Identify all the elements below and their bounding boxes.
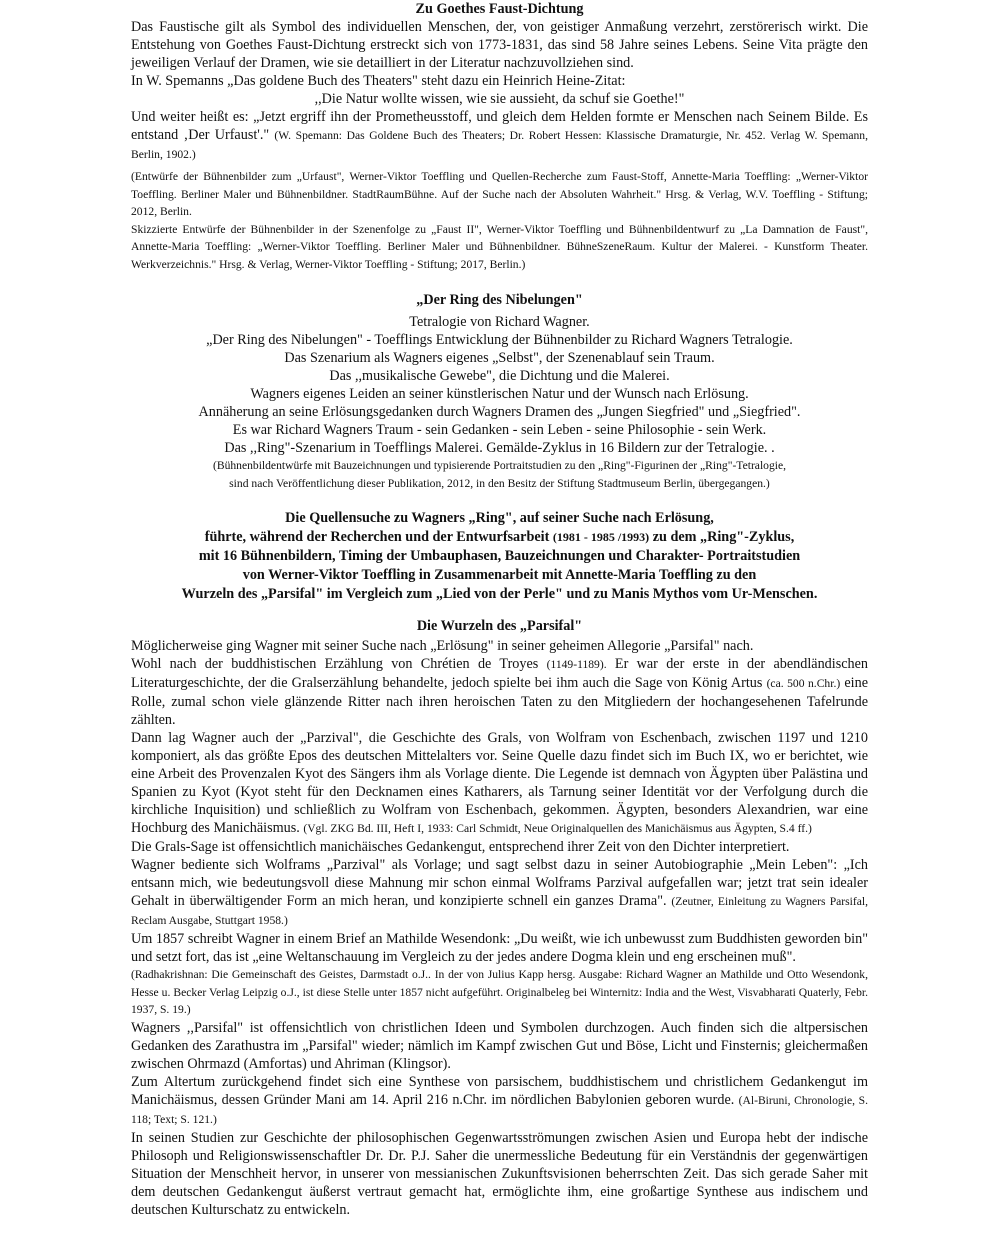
ring-title: „Der Ring des Nibelungen" — [416, 292, 583, 308]
parsifal-paragraph-8: Wagners ,,Parsifal" ist offensichtlich von christlichen Ideen und Symbolen durchzogen. Auch finden sich die altpersischen Gedanken des Zarathustra im „Parsifal" wieder; nämlich im Kampf zwischen Gut und Böse, Licht und Finsternis; gleichermaßen zwischen Ohrmazd (Amfortas) und Ahriman (Klingsor). — [131, 1019, 868, 1072]
faust-section — [131, 0, 868, 273]
ring-line: Das ,,musikalische Gewebe", die Dichtung und die Malerei. — [329, 368, 670, 384]
ring-line: Wagners eigenes Leiden an seiner künstlerischen Natur und der Wunsch nach Erlösung. — [250, 386, 749, 402]
parsifal-paragraph-6: Um 1857 schreibt Wagner in einem Brief an Mathilde Wesendonk: „Du weißt, wie ich unbewusst zum Buddhisten geworden bin" und setzt fort, das ist „eine Weltanschauung im Vergleich zu der jedes andere Dogma klein und eng erscheinen muß". — [131, 931, 868, 965]
faust-paragraph-3-text: Und weiter heißt es: „Jetzt ergriff ihn der Prometheusstoff, und gleich dem Helden formte er Menschen nach Seinem Bilde. Es entstand ‚Der Urfaust'." — [131, 109, 868, 143]
ring-line: Das ,,Ring"-Szenarium in Toefflings Malerei. Gemälde-Zyklus in 16 Bildern zur der Tetralogie. . — [224, 440, 775, 456]
parsifal-paragraph-2-part-a: Wohl nach der buddhistischen Erzählung von Chrétien de Troyes — [131, 656, 539, 672]
faust-paragraph-2: In W. Spemanns „Das goldene Buch des Theaters" steht dazu ein Heinrich Heine-Zitat: — [131, 73, 626, 89]
faust-paragraph-3-reference: (W. Spemann: Das Goldene Buch des Theaters; Dr. Robert Hessen: Klassische Dramaturgie, Nr. 452. Verlag W. Spemann, Berlin, 1902.) — [131, 129, 868, 161]
parsifal-paragraph-2 — [131, 655, 868, 729]
quellen-line-2-part-b: zu dem „Ring"-Zyklus, — [652, 529, 795, 545]
ring-section — [131, 291, 868, 492]
parsifal-title: Die Wurzeln des „Parsifal" — [416, 618, 583, 634]
quellen-line-2-years: (1981 - 1985 /1993) — [552, 530, 650, 544]
parsifal-paragraph-10: In seinen Studien zur Geschichte der philosophischen Gegenwartsströmungen zwischen Asien und Europa hebt der indische Philosoph und Religionswissenschaftler Dr. Dr. P.J. Saher die unermessliche Bedeutung für ein Verständnis der gegenwärtigen Situation der Menschheit hervor, in unserer von messianischen Zukunftsvisionen beherrschten Zeit. Das sich gerade Saher mit dem deutschen Gedankengut äußerst vertraut gemacht hat, ermöglichte ihm, eine großartige Synthese aus indischem und deutschen Kulturschatz zu entwickeln. — [131, 1129, 868, 1218]
quellen-line: mit 16 Bühnenbildern, Timing der Umbauphasen, Bauzeichnungen und Charakter- Portraitstudien — [198, 548, 801, 564]
parsifal-paragraph-5-reference: (Zeutner, Einleitung zu Wagners Parsifal, Reclam Ausgabe, Stuttgart 1958.) — [131, 895, 869, 927]
parsifal-paragraph-3 — [131, 729, 868, 838]
ring-line: Es war Richard Wagners Traum - sein Gedanken - sein Leben - seine Philosophie - sein Werk. — [232, 422, 767, 438]
parsifal-paragraph-2-part-c: eine Rolle, zumal schon viele glänzende Ritter nach ihren heroischen Taten zu den Mitgliedern der hochangesehenen Tafelrunde zählten. — [131, 675, 869, 728]
quellen-line: von Werner-Viktor Toeffling in Zusammenarbeit mit Annette-Maria Toeffling zu den — [242, 567, 757, 583]
ring-note-line: sind nach Veröffentlichung dieser Publikation, 2012, in den Besitz der Stiftung Stadtmuseum Berlin, übergegangen.) — [229, 476, 770, 490]
parsifal-paragraph-5-text: Wagner bediente sich Wolframs „Parzival" als Vorlage; und sagt selbst dazu in seiner Autobiographie „Mein Leben": „Ich entsann mich, wie bedeutungsvoll diese Mahnung mir schon einmal Wolframs Parzival aufgefallen war; jetzt trat sein idealer Gehalt in überwältigender Form an mich heran, und konzipierte schnell ein ganzes Drama". — [131, 857, 868, 909]
quellen-section — [131, 509, 868, 604]
faust-note-2: Skizzierte Entwürfe der Bühnenbilder in der Szenenfolge zu „Faust II", Werner-Viktor Toeffling und Bühnenbildentwurf zu „La Damnation de Faust", Annette-Maria Toeffling: „Werner-Viktor Toeffling. Berliner Maler und Bühnenbildner. BühneSzeneRaum. Kultur der Malerei. - Kunstform Theater. Werkverzeichnis." Hrsg. & Verlag, Werner-Viktor Toeffling - Stiftung; 2017, Berlin.) — [131, 222, 868, 271]
parsifal-paragraph-2-part-b: Er war der erste in der abendländischen Literaturgeschichte, der die Gralserzählung behandelte, jedoch spielte bei ihm auch die Sage von König Artus — [131, 656, 868, 691]
parsifal-paragraph-9-reference: (Al-Biruni, Chronologie, S. 118; Text; S. 121.) — [131, 1093, 868, 1126]
ring-note-line: (Bühnenbildentwürfe mit Bauzeichnungen und typisierende Portraitstudien zu den „Ring"-Figurinen der „Ring"-Tetralogie, — [212, 459, 787, 472]
parsifal-paragraph-5 — [131, 856, 868, 930]
parsifal-section — [131, 617, 868, 1219]
faust-paragraph-1: Das Faustische gilt als Symbol des individuellen Menschen, der, von geistiger Anmaßung verzehrt, zerstörerisch wirkt. Die Entstehung von Goethes Faust-Dichtung erstreckt sich von 1773-1831, das sind 58 Jahre seines Lebens. Seine Vita prägte den jeweiligen Verlauf der Dramen, wie sie detailliert in der Literatur nachzuvollziehen sind. — [131, 19, 868, 71]
ring-line: „Der Ring des Nibelungen" - Toefflings Entwicklung der Bühnenbilder zu Richard Wagners Tetralogie. — [206, 332, 793, 348]
heine-quote: ,,Die Natur wollte wissen, wie sie aussieht, da schuf sie Goethe!" — [314, 91, 685, 107]
faust-title: Zu Goethes Faust-Dichtung — [415, 1, 584, 17]
ring-line: Das Szenarium als Wagners eigenes „Selbst", der Szenenablauf sein Traum. — [284, 350, 715, 366]
parsifal-paragraph-4: Die Grals-Sage ist offensichtlich manichäisches Gedankengut, entsprechend ihrer Zeit von den Dichter interpretiert. — [131, 839, 790, 855]
parsifal-paragraph-3-reference: (Vgl. ZKG Bd. III, Heft I, 1933: Carl Schmidt, Neue Originalquellen des Manichäismus aus Ägypten, S.4 ff.) — [303, 822, 812, 835]
quellen-line — [131, 528, 868, 547]
quellen-line: Wurzeln des „Parsifal" im Vergleich zum „Lied von der Perle" und zu Manis Mythos vom Ur-Menschen. — [181, 586, 818, 602]
faust-note-1: (Entwürfe der Bühnenbilder zum „Urfaust", Werner-Viktor Toeffling und Quellen-Recherche zum Faust-Stoff, Annette-Maria Toeffling: „Werner-Viktor Toeffling. Berliner Maler und Bühnenbildner. StadtRaumBühne. Auf der Suche nach der Absoluten Wahrheit." Hrsg. & Verlag, W.V. Toeffling - Stiftung; 2012, Berlin. — [131, 170, 868, 218]
parsifal-paragraph-2-years: (1149-1189). — [546, 658, 607, 671]
parsifal-paragraph-9 — [131, 1073, 868, 1129]
parsifal-paragraph-2-date: (ca. 500 n.Chr.) — [766, 677, 841, 690]
ring-line: Tetralogie von Richard Wagner. — [409, 314, 590, 330]
parsifal-paragraph-1: Möglicherweise ging Wagner mit seiner Suche nach „Erlösung" in seiner geheimen Allegorie „Parsifal" nach. — [131, 638, 754, 654]
faust-paragraph-3 — [131, 108, 868, 164]
quellen-line: Die Quellensuche zu Wagners „Ring", auf seiner Suche nach Erlösung, — [285, 510, 714, 526]
parsifal-paragraph-3-text: Dann lag Wagner auch der „Parzival", die Geschichte des Grals, von Wolfram von Eschenbach, zwischen 1197 und 1210 komponiert, als das größte Epos des deutschen Mittelalters vor. Seine Quelle dazu findet sich im Buch IX, wo er berichtet, wie eine Arbeit des Provenzalen Kyot des Sängers ihm als Vorlage diente. Die Legende ist demnach von Ägypten über Palästina und Spanien zu Kyot (Kyot steht für den Decknamen eines Katharers, als Tarnung seiner Identität vor der Verfolgung durch die kirchliche Inquisition) und schließlich zu Wolfram von Eschenbach, gekommen. Ägypten, besonders Alexandrien, war eine Hochburg des Manichäismus. — [131, 730, 868, 836]
parsifal-paragraph-9-text: Zum Altertum zurückgehend findet sich eine Synthese von parsischem, buddhistischem und christlichem Gedankengut im Manichäismus, dessen Gründer Mani am 14. April 216 n.Chr. im nördlichen Babylonien geboren wurde. — [131, 1073, 868, 1108]
parsifal-paragraph-7: (Radhakrishnan: Die Gemeinschaft des Geistes, Darmstadt o.J.. In der von Julius Kapp hersg. Ausgabe: Richard Wagner an Mathilde und Otto Wesendonk, Hesse u. Becker Verlag Leipzig o.J., ist diese Stelle unter 1857 nicht aufgeführt. Originalbeleg bei Winternitz: India and the West, Visvabharati Quaterly, Febr. 1937, S. 19.) — [131, 968, 868, 1016]
ring-line: Annäherung an seine Erlösungsgedanken durch Wagners Dramen des „Jungen Siegfried" und „Siegfried". — [198, 404, 801, 420]
quellen-line-2-part-a: führte, während der Recherchen und der Entwurfsarbeit — [204, 529, 550, 545]
